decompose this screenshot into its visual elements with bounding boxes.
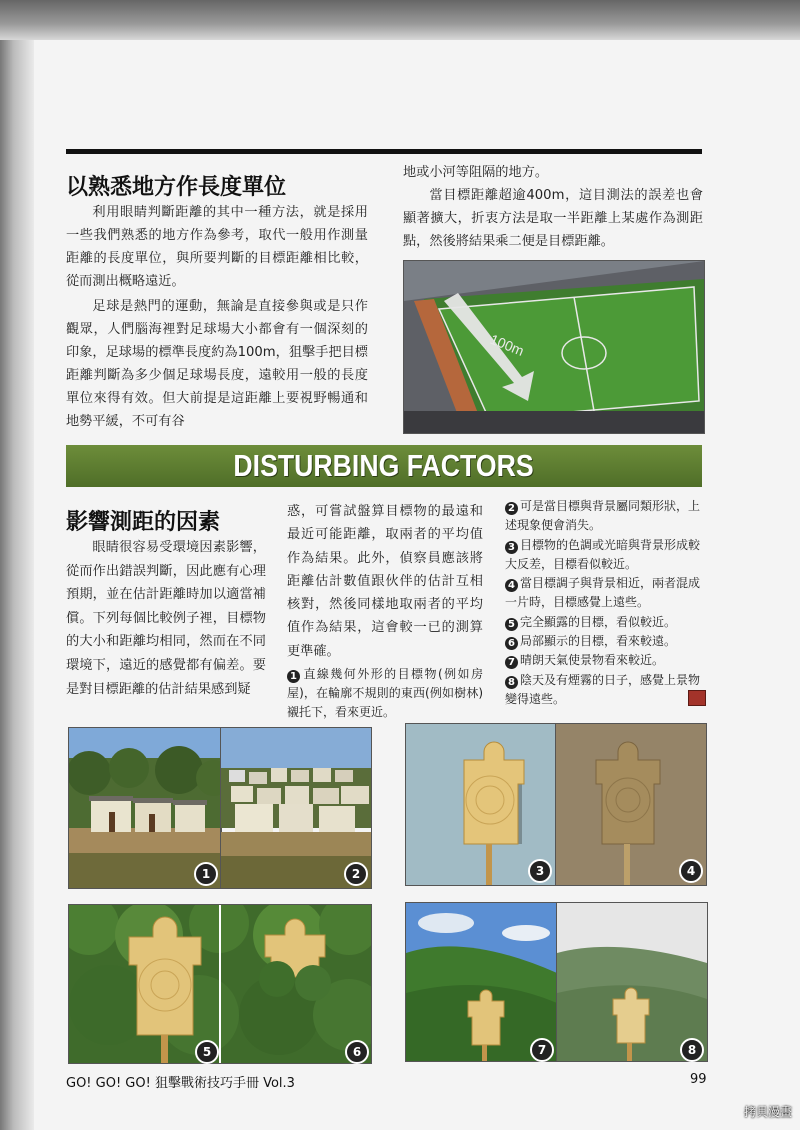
factor-text-8: 陰天及有煙霧的日子，感覺上景物變得遠些。	[505, 672, 701, 706]
factor-text-3: 目標物的色調或光暗與背景形成較大反差，目標看似較近。	[505, 537, 701, 571]
page-top-shadow	[0, 0, 800, 40]
factor-item-3	[505, 536, 705, 575]
photo-label-4: 4	[679, 859, 703, 883]
factor-item-5	[505, 613, 705, 632]
factor-number-1: 1	[287, 670, 300, 683]
factor-number-5: 5	[505, 618, 518, 631]
factor-item-4	[505, 574, 705, 613]
section2-para2: 惑，可嘗試盤算目標物的最遠和最近可能距離，取兩者的平均值作為結果。此外，偵察員應該將距離估計數值跟伙伴的估計互相核對，然後同樣地取兩者的平均值作為結果，這會較一已的測算更準確。	[287, 504, 483, 659]
photo-7-clear-weather	[405, 902, 558, 1062]
section-rule	[66, 149, 702, 154]
factor-item-6	[505, 632, 705, 651]
factor-number-8: 8	[505, 676, 518, 689]
photo-8-hazy-weather	[556, 902, 708, 1062]
factor-text-7: 晴朗天氣使景物看來較近。	[520, 653, 665, 668]
end-mark-icon	[688, 690, 706, 706]
section2-middle-column	[287, 500, 483, 722]
section1-left-column	[66, 201, 368, 433]
photo-label-5: 5	[195, 1040, 219, 1064]
section1-continuation: 地或小河等阻隔的地方。	[403, 165, 549, 180]
photo-5-6-exposure	[68, 904, 372, 1064]
disturbing-factors-banner	[66, 445, 702, 487]
photo-label-1: 1	[194, 862, 218, 886]
factor-number-7: 7	[505, 656, 518, 669]
footer-book-title: GO! GO! GO! 狙擊戰術技巧手冊 Vol.3	[66, 1076, 295, 1091]
factor-number-6: 6	[505, 637, 518, 650]
factor-text-4: 當目標調子與背景相近，兩者混成一片時，目標感覺上遠些。	[505, 576, 701, 610]
section1-right-column	[403, 161, 703, 253]
photo-label-2: 2	[344, 862, 368, 886]
factor-item-1	[287, 665, 483, 722]
page-spine-shadow	[0, 0, 34, 1130]
factor-text-5: 完全顯露的目標，看似較近。	[520, 614, 677, 629]
section1-right-para: 當目標距離超逾400m，這目測法的誤差也會顯著擴大，折衷方法是取一半距離上某處作為測距點，然後將結果乘二便是目標距離。	[403, 188, 703, 249]
footer-page-number: 99	[690, 1072, 707, 1087]
stadium-photo	[403, 260, 705, 434]
section2-title: 影響測距的因素	[66, 510, 221, 535]
section1-para2: 足球是熱門的運動，無論是直接參與或是只作觀眾，人們腦海裡對足球場大小都會有一個深刻的印象，足球場的標準長度約為100m，狙擊手把目標距離判斷為多少個足球場長度，遠較用一般的長度單位來得有效。但大前提是這距離上要視野暢通和地勢平緩，不可有谷	[66, 299, 368, 429]
factor-number-3: 3	[505, 541, 518, 554]
photo-label-6: 6	[345, 1040, 369, 1064]
factor-number-4: 4	[505, 579, 518, 592]
factor-text-2: 可是當目標與背景屬同類形狀，上述現象便會消失。	[505, 499, 701, 533]
section1-title: 以熟悉地方作長度單位	[66, 175, 287, 200]
factor-list	[505, 497, 705, 709]
photo-label-3: 3	[528, 859, 552, 883]
section2-left-column	[66, 536, 266, 701]
photo-label-7: 7	[530, 1038, 554, 1062]
factor-text-1: 直線幾何外形的目標物(例如房屋)，在輪廓不規則的東西(例如樹林)襯托下，看來更近。	[287, 667, 483, 720]
factor-item-8	[505, 671, 705, 710]
factor-number-2: 2	[505, 502, 518, 515]
photo-label-8: 8	[680, 1038, 704, 1062]
watermark: 拷貝漫畫	[743, 1105, 792, 1119]
factor-item-2	[505, 497, 705, 536]
section2-para1: 眼睛很容易受環境因素影響，從而作出錯誤判斷，因此應有心理預期，並在估計距離時加以適當補償。下列每個比較例子裡，目標物的大小和距離均相同，然而在不同環境下，遠近的感覺都有偏差。要是對目標距離的估計結果感到疑	[66, 540, 266, 697]
section1-para1: 利用眼睛判斷距離的其中一種方法，就是採用一些我們熟悉的地方作為參考，取代一般用作測量距離的長度單位，與所要判斷的目標距離相比較，從而測出概略遠近。	[66, 205, 368, 289]
factor-item-7	[505, 651, 705, 670]
factor-text-6: 局部顯示的目標，看來較遠。	[520, 634, 677, 649]
stadium-100m-label: 100m	[487, 330, 527, 359]
banner-title: DISTURBING FACTORS	[233, 448, 535, 483]
